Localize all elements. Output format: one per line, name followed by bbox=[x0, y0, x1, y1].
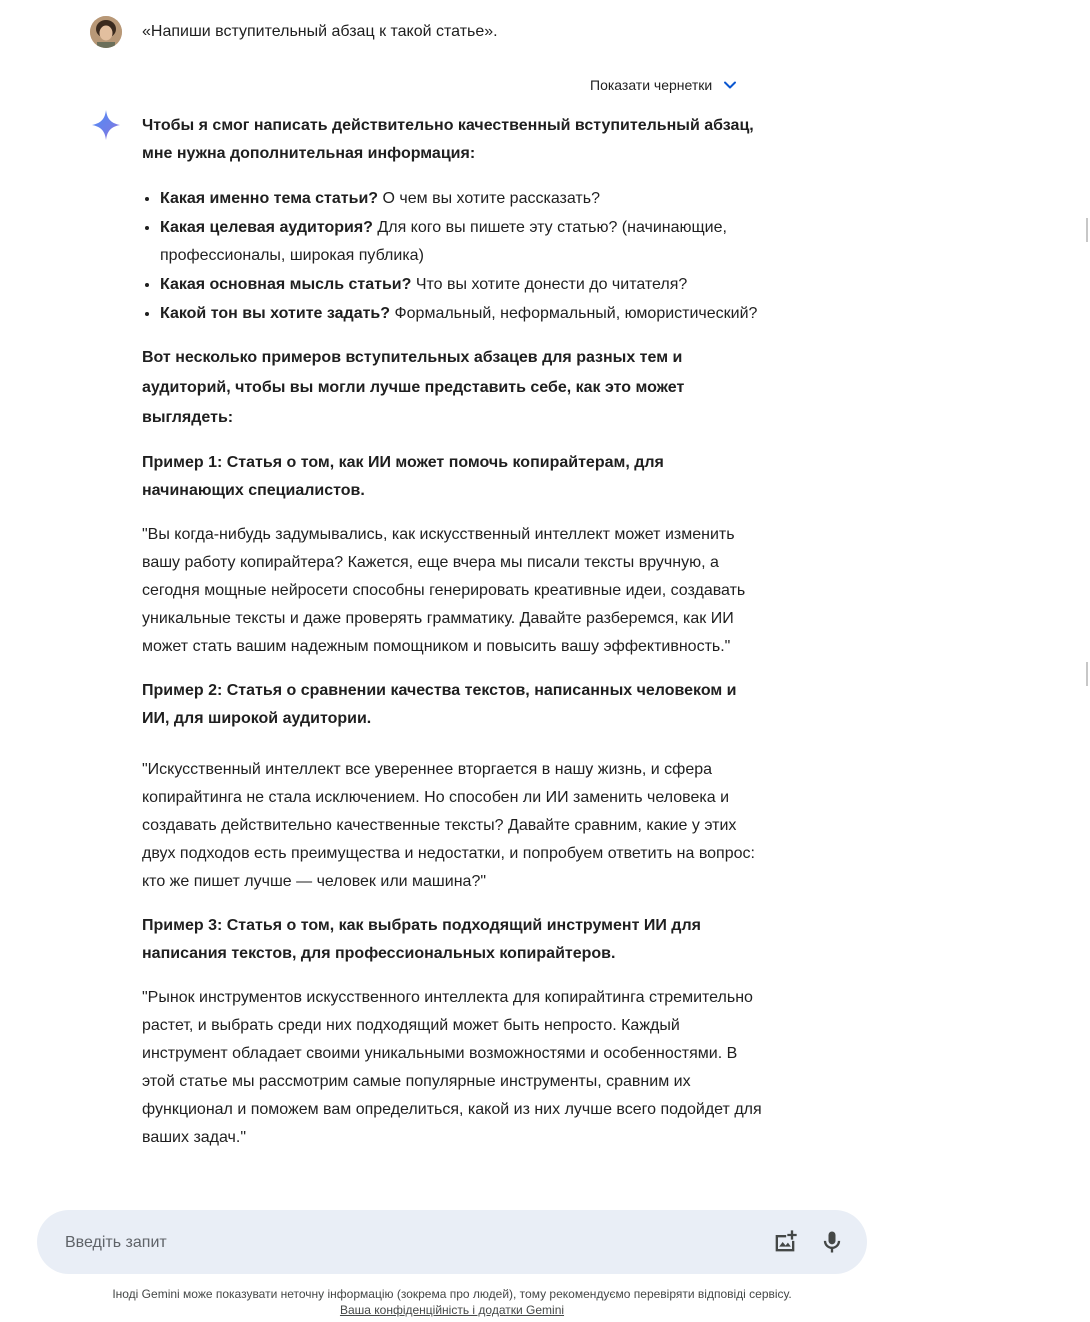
question-bold: Какая основная мысль статьи? bbox=[160, 276, 412, 293]
question-rest: Формальный, неформальный, юмористический? bbox=[390, 305, 758, 322]
question-bold: Какой тон вы хотите задать? bbox=[160, 305, 391, 322]
example-1-title: Пример 1: Статья о том, как ИИ может помочь копирайтерам, для начинающих специалистов. bbox=[142, 454, 664, 499]
model-response bbox=[142, 112, 762, 1152]
list-item bbox=[160, 270, 762, 299]
avatar-image bbox=[90, 16, 122, 48]
prompt-input-bar bbox=[37, 1210, 867, 1274]
disclaimer-text: Іноді Gemini може показувати неточну інформацію (зокрема про людей), тому рекомендуємо перевіряти відповіді сервісу. bbox=[112, 1287, 792, 1301]
question-rest: Для кого вы пишете эту статью? (начинающие, профессионалы, широкая публика) bbox=[160, 219, 727, 264]
list-item bbox=[160, 299, 762, 328]
question-bold: Какая именно тема статьи? bbox=[160, 190, 379, 207]
gemini-sparkle-icon bbox=[92, 110, 120, 140]
footer-disclaimer bbox=[0, 1286, 904, 1318]
response-intro: Чтобы я смог написать действительно качественный вступительный абзац, мне нужна дополнительная информация: bbox=[142, 117, 754, 162]
question-bold: Какая целевая аудитория? bbox=[160, 219, 373, 236]
example-2-text: "Искусственный интеллект все увереннее вторгается в нашу жизнь, и сфера копирайтинга не стала исключением. Но способен ли ИИ заменить человека и создавать действительно качественные тексты? Давайте сравним, какие у этих двух подходов есть преимущества и недостатки, и попробуем ответить на вопрос: кто же пишет лучше — человек или машина?" bbox=[142, 761, 755, 890]
examples-intro: Вот несколько примеров вступительных абзацев для разных тем и аудиторий, чтобы вы могли лучше представить себе, как это может выглядеть: bbox=[142, 349, 685, 426]
question-rest: О чем вы хотите рассказать? bbox=[378, 190, 600, 207]
privacy-link[interactable]: Ваша конфіденційність і додатки Gemini bbox=[339, 1303, 565, 1317]
show-drafts-button[interactable] bbox=[590, 74, 738, 96]
scrollbar-marker[interactable] bbox=[1086, 218, 1088, 242]
list-item bbox=[160, 213, 762, 270]
example-3-title: Пример 3: Статья о том, как выбрать подходящий инструмент ИИ для написания текстов, для профессиональных копирайтеров. bbox=[142, 917, 701, 962]
prompt-input[interactable] bbox=[63, 1210, 747, 1276]
example-3-text: "Рынок инструментов искусственного интеллекта для копирайтинга стремительно растет, и выбрать среди них подходящий может быть непросто. Каждый инструмент обладает своими уникальными возможностями и особенностями. В этой статье мы рассмотрим самые популярные инструменты, сравним их функционал и поможем вам определиться, какой из них лучше всего подойдет для ваших задач." bbox=[142, 989, 762, 1146]
list-item bbox=[160, 184, 762, 213]
user-avatar[interactable] bbox=[90, 16, 122, 48]
chevron-down-icon bbox=[722, 77, 738, 93]
example-2-title: Пример 2: Статья о сравнении качества текстов, написанных человеком и ИИ, для широкой аудитории. bbox=[142, 682, 737, 727]
microphone-icon[interactable] bbox=[818, 1228, 846, 1256]
show-drafts-label: Показати чернетки bbox=[590, 77, 713, 93]
questions-list bbox=[142, 184, 762, 328]
example-1-text: "Вы когда-нибудь задумывались, как искусственный интеллект может изменить вашу работу копирайтера? Кажется, еще вчера мы писали тексты вручную, а сегодня мощные нейросети способны генерировать креативные идеи, создавать уникальные тексты и даже проверять грамматику. Давайте разберемся, как ИИ может стать вашим надежным помощником и повысить вашу эффективность." bbox=[142, 526, 746, 655]
add-image-icon[interactable] bbox=[771, 1228, 799, 1256]
user-prompt-text: «Напиши вступительный абзац к такой статье». bbox=[142, 23, 498, 40]
scrollbar-marker[interactable] bbox=[1086, 662, 1088, 686]
question-rest: Что вы хотите донести до читателя? bbox=[411, 276, 688, 293]
